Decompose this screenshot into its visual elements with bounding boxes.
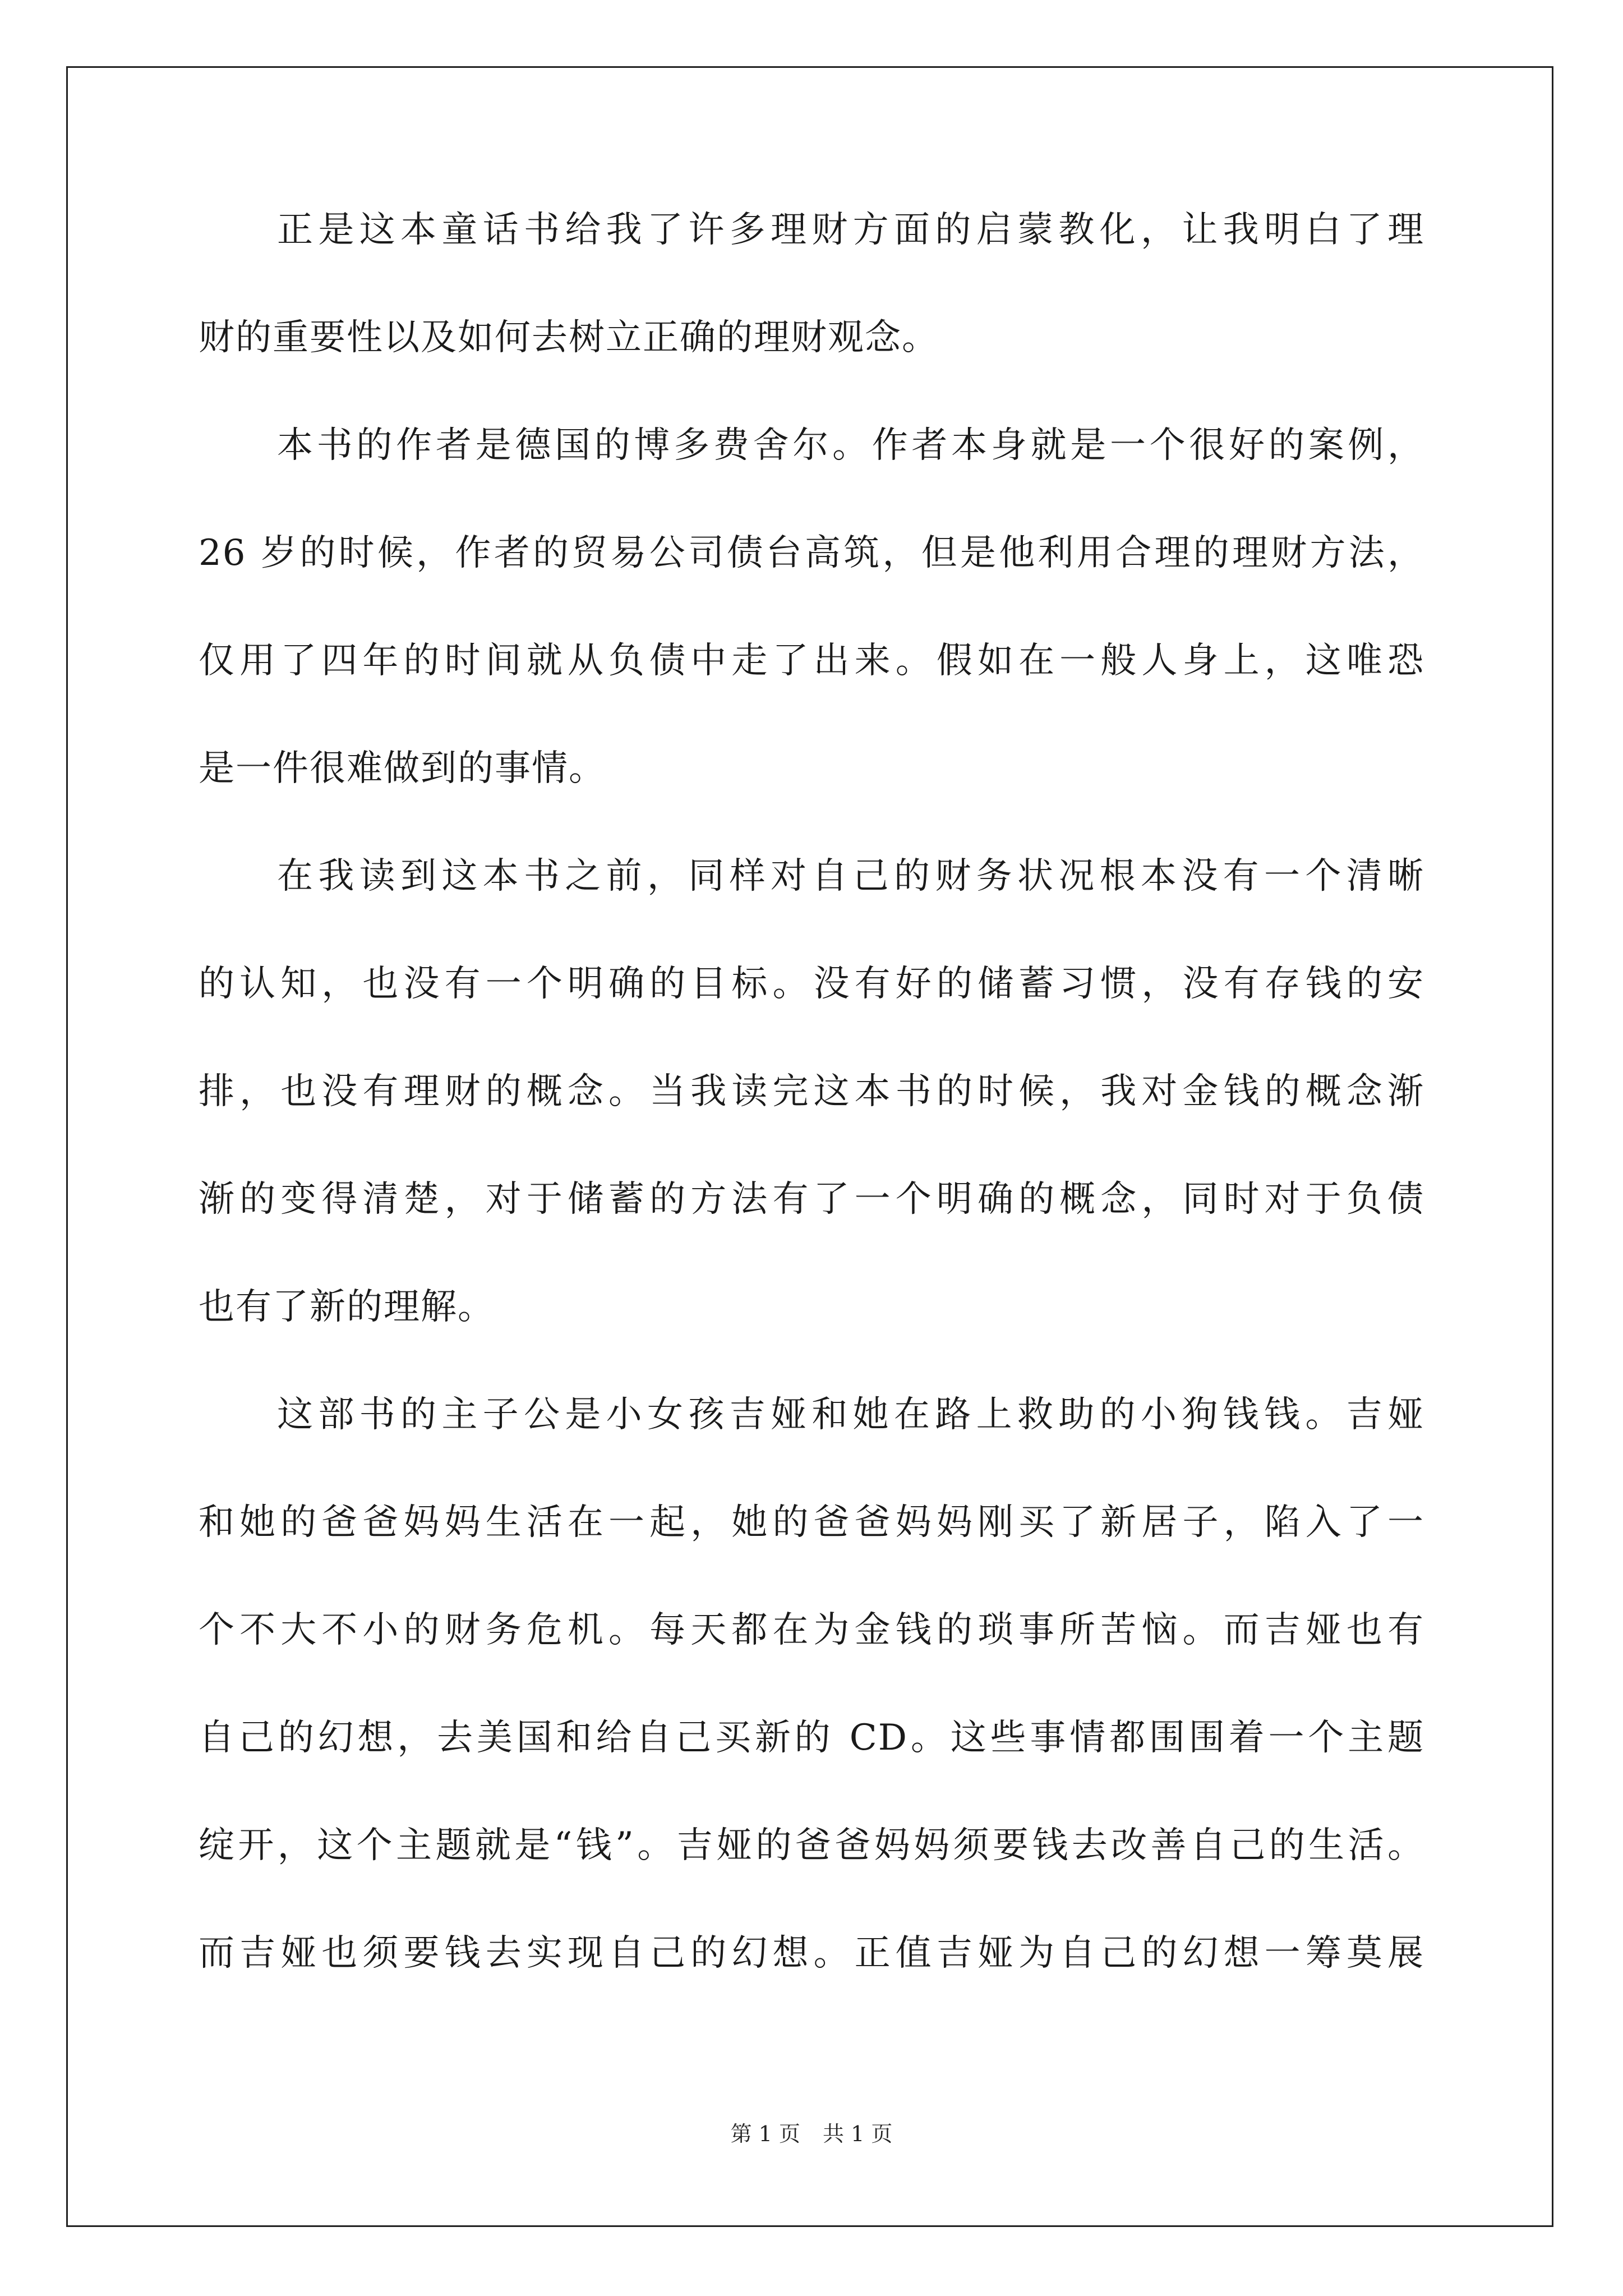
text-line: 排，也没有理财的概念。当我读完这本书的时候，我对金钱的概念渐 bbox=[199, 1071, 1424, 1112]
text-line: 绽开，这个主题就是“钱”。吉娅的爸爸妈妈须要钱去改善自己的生活。 bbox=[199, 1825, 1424, 1866]
page-number: 第 1 页 bbox=[730, 2122, 800, 2146]
text-line: 也有了新的理解。 bbox=[199, 1286, 495, 1328]
text-line: 是一件很难做到的事情。 bbox=[199, 748, 606, 789]
paragraph-3 bbox=[199, 855, 1424, 1328]
text-line: 和她的爸爸妈妈生活在一起，她的爸爸妈妈刚买了新居子，陷入了一 bbox=[199, 1502, 1424, 1543]
text-line: 渐的变得清楚，对于储蓄的方法有了一个明确的概念，同时对于负债 bbox=[199, 1179, 1424, 1220]
paragraph-2 bbox=[199, 425, 1424, 789]
text-line: 财的重要性以及如何去树立正确的理财观念。 bbox=[199, 317, 939, 358]
text-line: 在我读到这本书之前，同样对自己的财务状况根本没有一个清晰 bbox=[277, 855, 1424, 897]
text-line: 仅用了四年的时间就从负债中走了出来。假如在一般人身上，这唯恐 bbox=[199, 640, 1424, 682]
text-line: 的认知，也没有一个明确的目标。没有好的储蓄习惯，没有存钱的安 bbox=[199, 963, 1424, 1005]
text-line: 而吉娅也须要钱去实现自己的幻想。正值吉娅为自己的幻想一筹莫展 bbox=[199, 1932, 1424, 1974]
text-line: 正是这本童话书给我了许多理财方面的启蒙教化，让我明白了理 bbox=[277, 209, 1424, 251]
document-body bbox=[199, 209, 1424, 2043]
paragraph-1 bbox=[199, 209, 1424, 358]
text-line: 这部书的主子公是小女孩吉娅和她在路上救助的小狗钱钱。吉娅 bbox=[277, 1394, 1424, 1435]
text-line: 本书的作者是德国的博多费舍尔。作者本身就是一个很好的案例， bbox=[277, 425, 1424, 466]
text-line: 26 岁的时候，作者的贸易公司债台高筑，但是他利用合理的理财方法， bbox=[199, 532, 1424, 574]
text-line: 自己的幻想，去美国和给自己买新的 CD。这些事情都围围着一个主题 bbox=[199, 1717, 1424, 1759]
page-footer bbox=[0, 2122, 1623, 2146]
paragraph-4 bbox=[199, 1394, 1424, 1974]
text-line: 个不大不小的财务危机。每天都在为金钱的琐事所苦恼。而吉娅也有 bbox=[199, 1609, 1424, 1651]
page-total: 共 1 页 bbox=[823, 2122, 893, 2146]
